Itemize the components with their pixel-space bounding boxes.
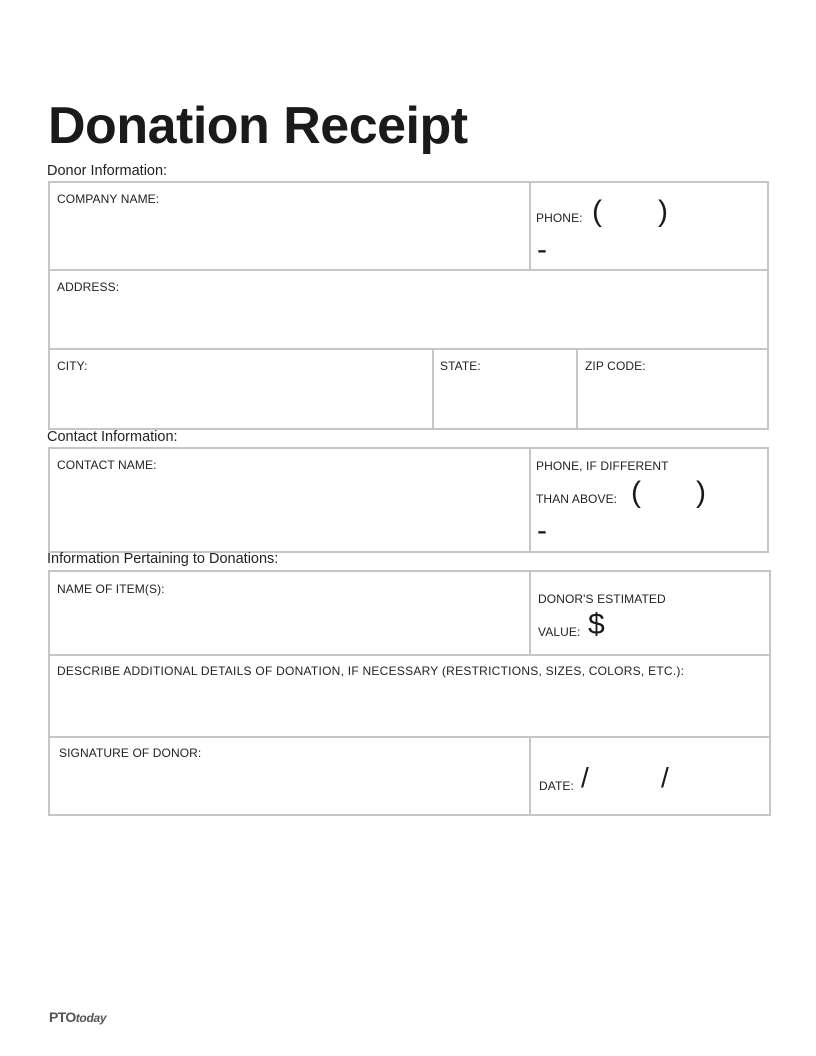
state-label: STATE: bbox=[440, 359, 481, 373]
donation-details-field[interactable] bbox=[50, 654, 769, 738]
address-field[interactable] bbox=[50, 269, 767, 350]
date-slash-1: / bbox=[581, 762, 589, 793]
donor-information-box bbox=[48, 181, 769, 430]
date-field[interactable] bbox=[529, 736, 769, 814]
pto-today-logo bbox=[49, 1009, 106, 1026]
donation-information-box bbox=[48, 570, 771, 816]
address-label: ADDRESS: bbox=[57, 280, 120, 294]
dollar-sign: $ bbox=[588, 608, 605, 641]
contact-name-label: CONTACT NAME: bbox=[57, 458, 157, 472]
state-field[interactable] bbox=[432, 348, 578, 428]
phone-field[interactable] bbox=[529, 183, 767, 271]
company-name-field[interactable] bbox=[50, 183, 531, 271]
contact-phone-field[interactable] bbox=[529, 449, 767, 551]
section-label-donation: Information Pertaining to Donations: bbox=[47, 551, 279, 567]
donor-signature-label: SIGNATURE OF DONOR: bbox=[59, 746, 202, 760]
item-names-field[interactable] bbox=[50, 572, 531, 656]
estimated-value-label-line1: DONOR'S ESTIMATED bbox=[538, 592, 666, 606]
contact-area-code-open-paren: ( bbox=[631, 476, 641, 509]
estimated-value-label-line2: VALUE: bbox=[538, 625, 581, 639]
area-code-close-paren: ) bbox=[658, 195, 668, 228]
date-slash-2: / bbox=[661, 762, 669, 793]
contact-phone-label-line2: THAN ABOVE: bbox=[536, 492, 618, 506]
contact-phone-label-line1: PHONE, IF DIFFERENT bbox=[536, 459, 669, 473]
page-title: Donation Receipt bbox=[48, 97, 468, 155]
phone-label: PHONE: bbox=[536, 211, 583, 225]
city-field[interactable] bbox=[50, 348, 434, 428]
contact-name-field[interactable] bbox=[50, 449, 531, 551]
phone-dash: - bbox=[537, 233, 547, 266]
company-name-label: COMPANY NAME: bbox=[57, 192, 160, 206]
zip-code-field[interactable] bbox=[576, 348, 767, 428]
section-label-contact: Contact Information: bbox=[47, 429, 178, 445]
donation-details-label: DESCRIBE ADDITIONAL DETAILS OF DONATION, IF NECESSARY (RESTRICTIONS, SIZES, COLORS, ETC.): bbox=[57, 664, 685, 678]
estimated-value-field[interactable] bbox=[529, 572, 769, 656]
logo-pto-text: PTO bbox=[49, 1009, 76, 1025]
zip-code-label: ZIP CODE: bbox=[585, 359, 646, 373]
item-names-label: NAME OF ITEM(S): bbox=[57, 582, 165, 596]
area-code-open-paren: ( bbox=[592, 195, 602, 228]
contact-phone-dash: - bbox=[537, 514, 547, 547]
logo-today-text: today bbox=[75, 1011, 107, 1025]
section-label-donor: Donor Information: bbox=[47, 163, 168, 179]
contact-area-code-close-paren: ) bbox=[696, 476, 706, 509]
donor-signature-field[interactable] bbox=[50, 736, 531, 814]
contact-information-box bbox=[48, 447, 769, 553]
date-label: DATE: bbox=[539, 779, 574, 793]
city-label: CITY: bbox=[57, 359, 88, 373]
